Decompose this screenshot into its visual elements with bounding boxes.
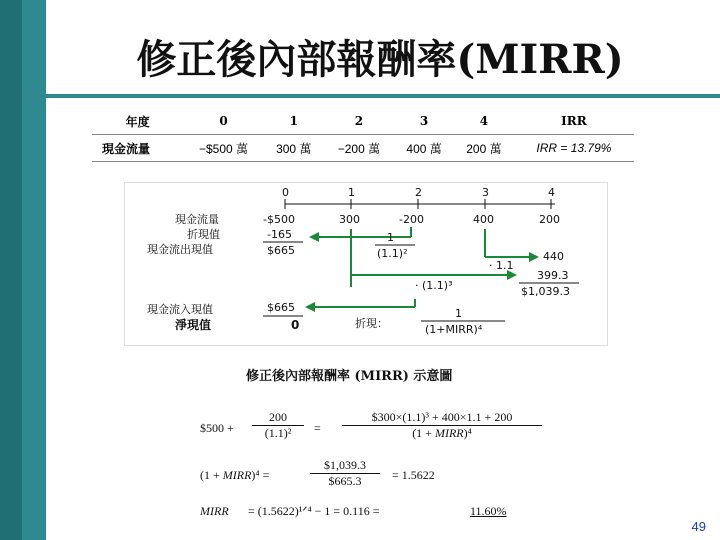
table-cell: −200 萬: [324, 135, 394, 162]
arrow-head: [309, 232, 319, 242]
label-outflow-pv: 現金流出現值: [147, 243, 213, 256]
fraction-2-den-a: (1 +: [412, 426, 435, 440]
left-accent-bar: [0, 0, 22, 540]
formula-lhs-2: [200, 468, 269, 483]
table-header-row: [92, 108, 634, 135]
cash-flow-table: [92, 108, 634, 162]
discount-label: 折現：: [355, 317, 388, 330]
arrow-head: [529, 252, 539, 262]
table-row: [92, 135, 634, 162]
cf-value: 400: [473, 213, 494, 226]
fraction-2-den: [342, 426, 542, 441]
mirr-divide-num: 1: [455, 307, 462, 320]
arrow-head: [305, 302, 315, 312]
fraction-3-num: $1,039.3: [310, 458, 380, 474]
table-cell: −$500 萬: [183, 135, 264, 162]
mirr-divide-den: (1+MIRR)⁴: [425, 323, 483, 336]
mirr-formula: [192, 402, 552, 522]
cf-value: -200: [399, 213, 424, 226]
label-pv: 折現值: [187, 228, 220, 241]
times-1-1: · 1.1: [489, 259, 514, 272]
cf-value: 200: [539, 213, 560, 226]
table-cell: 400 萬: [394, 135, 454, 162]
year-label: 1: [348, 186, 355, 199]
label-npv: 淨現值: [175, 318, 212, 332]
formula-lhs-2-a: (1 +: [200, 468, 223, 482]
header-cell: 年度: [92, 108, 183, 135]
cf-value: 300: [339, 213, 360, 226]
table-cell: 200 萬: [454, 135, 514, 162]
table-cell: 300 萬: [264, 135, 324, 162]
fraction-2-den-c: )⁴: [463, 426, 472, 440]
times-1-1-cubed: · (1.1)³: [415, 279, 453, 292]
label-inflow-pv: 現金流入現值: [147, 303, 213, 316]
mirr-diagram: [124, 182, 608, 346]
formula-lhs-2-b: MIRR: [222, 468, 252, 482]
year-label: 3: [482, 186, 489, 199]
pv-neg-value: -165: [267, 228, 292, 241]
divide-num: 1: [387, 231, 394, 244]
fraction-1-num: 200: [252, 410, 304, 426]
formula-lhs-3: MIRR: [200, 504, 229, 518]
fv-440: 440: [543, 250, 564, 263]
year-label: 0: [282, 186, 289, 199]
pv-outflow-total: $665: [267, 244, 295, 257]
formula-lhs-2-c: )⁴ =: [251, 468, 270, 482]
formula-eq-1: =: [314, 421, 321, 435]
inflow-pv-value: $665: [267, 301, 295, 314]
year-label: 2: [415, 186, 422, 199]
header-cell: 0: [183, 108, 264, 135]
divide-den: (1.1)²: [377, 247, 408, 260]
formula-rhs-2: = 1.5622: [392, 468, 435, 482]
fraction-3: [310, 458, 380, 489]
title-rule: [46, 94, 720, 98]
slide-title: 修正後內部報酬率(MIRR): [136, 36, 624, 83]
fraction-2-num: $300×(1.1)³ + 400×1.1 + 200: [342, 410, 542, 426]
row-label: 現金流量: [92, 135, 183, 162]
fv-363: 399.3: [537, 269, 569, 282]
fraction-2: [342, 410, 542, 441]
cf-value: -$500: [263, 213, 295, 226]
label-cash-flow: 現金流量: [175, 213, 219, 226]
header-cell: 3: [394, 108, 454, 135]
formula-rhs-3: = (1.5622)¹ᐟ⁴ − 1 = 0.116 =: [248, 504, 380, 518]
header-cell: IRR: [514, 108, 634, 135]
table-cell-irr: IRR = 13.79%: [514, 135, 634, 162]
npv-value: 0: [291, 318, 300, 332]
formula-lhs-1: $500 +: [200, 421, 234, 435]
fraction-3-den: $665.3: [328, 474, 362, 488]
year-label: 4: [548, 186, 555, 199]
left-accent-bar-light: [22, 0, 46, 540]
fraction-1-den: (1.1)²: [264, 426, 292, 440]
page-number: 49: [691, 519, 706, 534]
diagram-caption: 修正後內部報酬率 (MIRR) 示意圖: [246, 369, 453, 384]
header-cell: 4: [454, 108, 514, 135]
mirr-diagram-svg: [125, 183, 607, 345]
fv-total: $1,039.3: [521, 285, 570, 298]
fraction-2-den-b: MIRR: [434, 426, 464, 440]
header-cell: 2: [324, 108, 394, 135]
header-cell: 1: [264, 108, 324, 135]
fraction-1: [252, 410, 304, 441]
mirr-result: 11.60%: [470, 504, 507, 518]
